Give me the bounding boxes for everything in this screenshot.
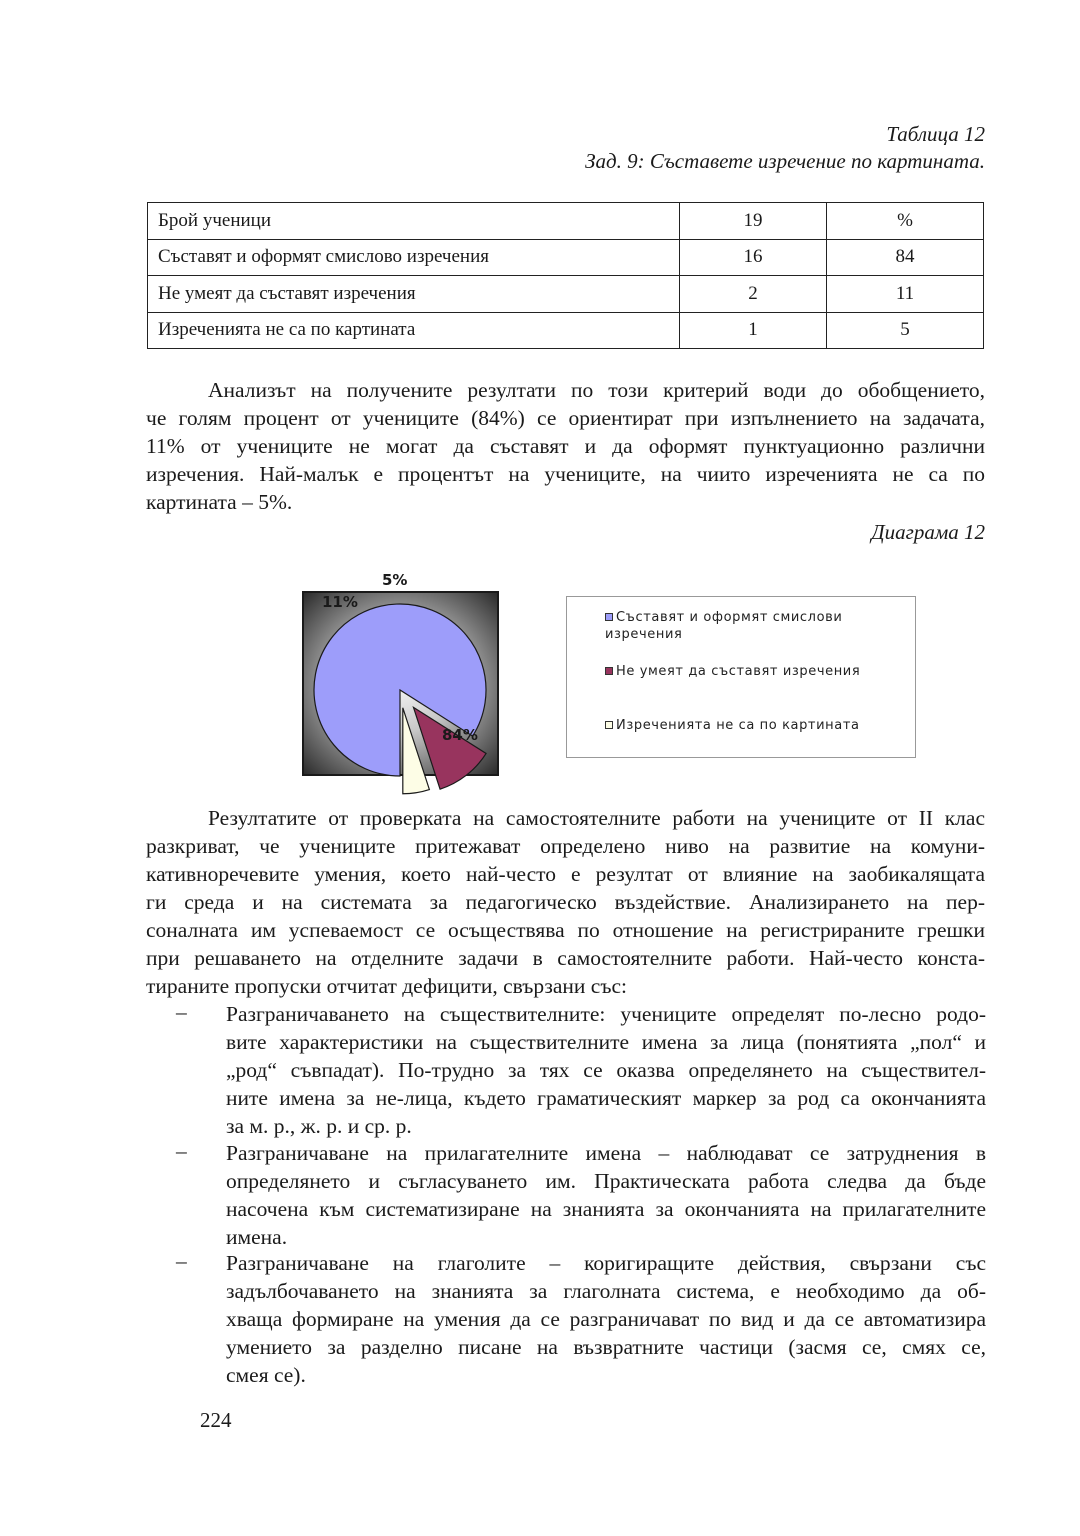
text-line: картината – 5%. [146, 490, 293, 514]
text-line: хваща формиране на умения да се разграничават по вид и да се автоматизира [226, 1307, 986, 1331]
task-caption: Зад. 9: Съставете изречение по картината. [585, 149, 985, 173]
table-cell: 11 [827, 276, 984, 313]
legend-swatch [605, 613, 613, 621]
page-number: 224 [200, 1408, 232, 1432]
table-cell: Не умеят да съставят изречения [148, 276, 680, 313]
table-cell: 2 [680, 276, 827, 313]
text-line: Анализът на получените резултати по този критерий води до обобщението, [208, 378, 985, 402]
table-cell: Брой ученици [148, 203, 680, 240]
text-line: соналната им успеваемост се осъществява по отношение на регистрираните грешки [146, 918, 985, 942]
table-row [148, 312, 984, 349]
text-line: тираните пропуски отчитат дефицити, свързани със: [146, 974, 627, 998]
table-cell: 19 [680, 203, 827, 240]
text-line: Разграничаването на съществителните: учениците определят по-лесно родо- [226, 1002, 986, 1026]
bullet-text [226, 1249, 986, 1389]
bullet-marker: – [176, 1000, 187, 1024]
bullet-text [226, 1000, 986, 1140]
table-caption: Таблица 12 [886, 122, 985, 146]
legend-swatch [605, 667, 613, 675]
text-line: насочена към систематизиране на знанията за окончанията на прилагателните [226, 1197, 986, 1221]
legend-label: изречения [605, 627, 683, 642]
text-line: определянето и съгласуването им. Практическата работа следва да бъде [226, 1169, 986, 1193]
text-line: смея се). [226, 1363, 306, 1387]
text-line: „род“ съвпадат). По-трудно за тях се оказва определянето на съществител- [226, 1058, 986, 1082]
legend-item [605, 663, 905, 680]
diagram-caption: Диаграма 12 [871, 520, 985, 544]
legend-label: Съставят и оформят смислови [616, 610, 843, 625]
text-line: кативноречевите умения, което най-често е резултат от влияние на заобикалящата [146, 862, 985, 886]
text-line: разкриват, че учениците притежават определено ниво на развитие на комуни- [146, 834, 985, 858]
pie-slice-label: 11% [322, 593, 358, 611]
analysis-paragraph [146, 376, 985, 516]
text-line: умението за разделно писане на възвратните частици (засмя се, смях се, [226, 1335, 986, 1359]
table-cell: Съставят и оформят смислово изречения [148, 239, 680, 276]
text-line: че голям процент от учениците (84%) се ориентират при изпълнението на задачата, [146, 406, 985, 430]
legend-line [605, 609, 905, 626]
text-line: ги среда и на системата за педагогическо въздействие. Анализирането на пер- [146, 890, 985, 914]
legend-line [605, 663, 905, 680]
results-table [147, 202, 984, 349]
legend-swatch [605, 721, 613, 729]
pie-slice-label: 84% [442, 726, 478, 744]
text-line: задълбочаването на знанията за глаголната система, е необходимо да об- [226, 1279, 986, 1303]
table-cell: % [827, 203, 984, 240]
table-row [148, 203, 984, 240]
bullet-marker: – [176, 1249, 187, 1273]
text-line: Резултатите от проверката на самостоятелните работи на учениците от II клас [208, 806, 985, 830]
table-cell: 1 [680, 312, 827, 349]
results-paragraph [146, 804, 985, 1000]
chart-legend [566, 596, 916, 758]
legend-line [605, 626, 905, 643]
text-line: Разграничаване на прилагателните имена – наблюдават се затруднения в [226, 1141, 986, 1165]
table-cell: 16 [680, 239, 827, 276]
text-line: 11% от учениците не могат да съставят и да оформят пунктуационно различни [146, 434, 985, 458]
text-line: изречения. Най-малък е процентът на учениците, на чиито изреченията не са по [146, 462, 985, 486]
table-row [148, 276, 984, 313]
legend-label: Изреченията не са по картината [616, 718, 860, 733]
legend-item [605, 609, 905, 643]
bullet-marker: – [176, 1139, 187, 1163]
text-line: вите характеристики на съществителните имена за лица (понятията „пол“ и [226, 1030, 986, 1054]
text-line: ните имена за не-лица, където граматическият маркер за род са окончанията [226, 1086, 986, 1110]
table-cell: Изреченията не са по картината [148, 312, 680, 349]
table-cell: 5 [827, 312, 984, 349]
text-line: имена. [226, 1225, 288, 1249]
table-cell: 84 [827, 239, 984, 276]
table-row [148, 239, 984, 276]
legend-label: Не умеят да съставят изречения [616, 664, 861, 679]
text-line: при решаването на отделните задачи в самостоятелните работи. Най-често конста- [146, 946, 985, 970]
bullet-text [226, 1139, 986, 1251]
text-line: за м. р., ж. р. и ср. р. [226, 1114, 412, 1138]
pie-slice-label: 5% [382, 571, 408, 589]
text-line: Разграничаване на глаголите – коригиращите действия, свързани със [226, 1251, 986, 1275]
legend-item [605, 717, 905, 734]
pie-chart [260, 560, 540, 790]
legend-line [605, 717, 905, 734]
